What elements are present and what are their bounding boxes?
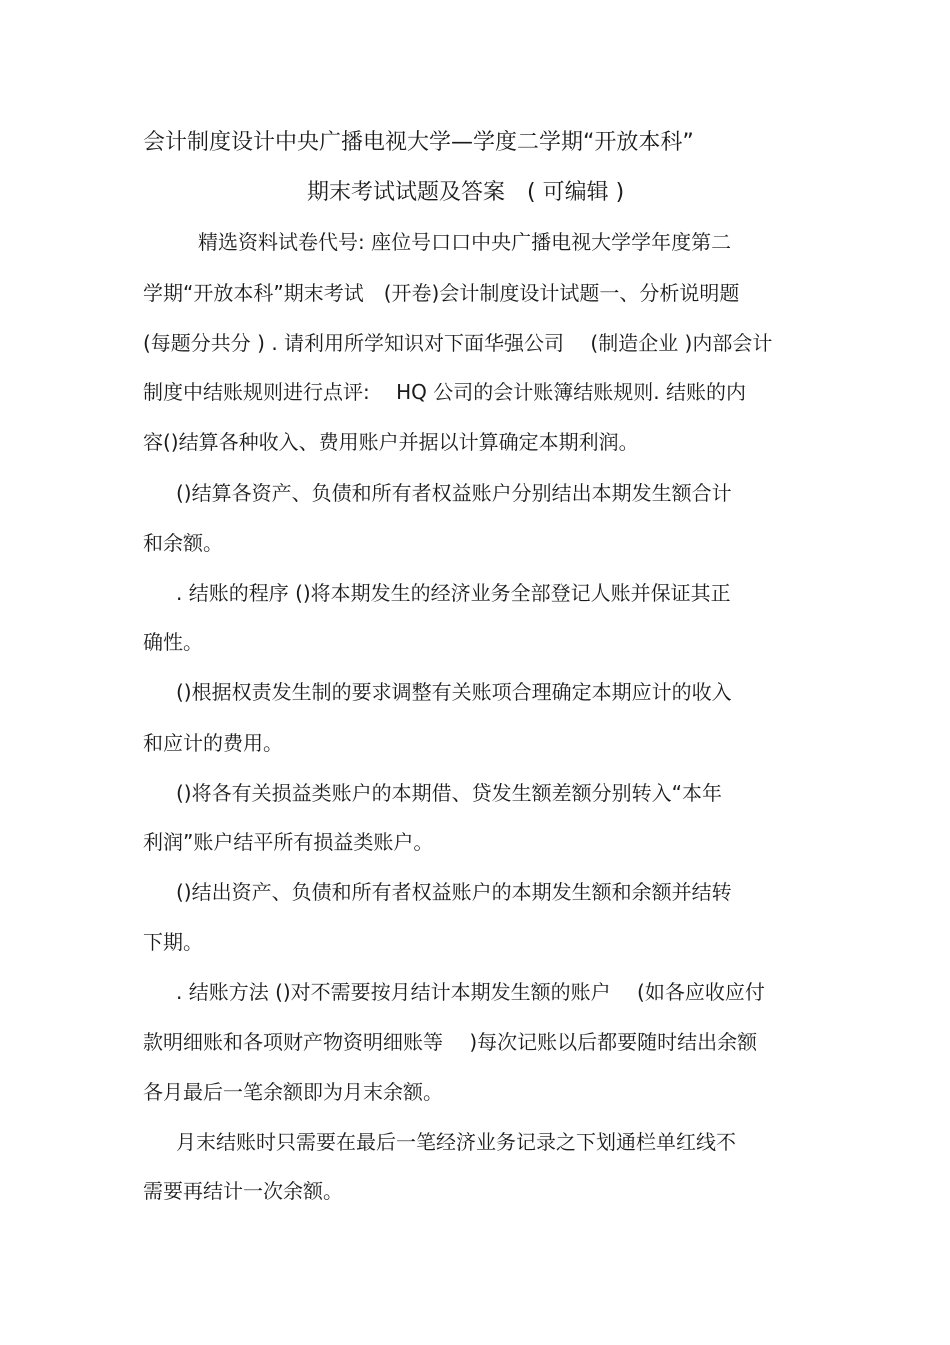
paragraph-line: 容()结算各种收入、费用账户并据以计算确定本期利润。 [143,430,639,454]
paragraph-line: (每题分共分 ) . 请利用所学知识对下面华强公司 (制造企业 )内部会计 [143,331,773,355]
paragraph-line: . 结账方法 ()对不需要按月结计本期发生额的账户 (如各应收应付 [176,980,765,1004]
paragraph-line: ()结出资产、负债和所有者权益账户的本期发生额和余额并结转 [176,880,732,904]
paragraph-line: ()结算各资产、负债和所有者权益账户分别结出本期发生额合计 [176,481,732,505]
paragraph-line: 各月最后一笔余额即为月末余额。 [143,1080,443,1104]
paragraph-line: 款明细账和各项财产物资明细账等 )每次记账以后都要随时结出余额 [143,1030,758,1054]
paragraph-line: . 结账的程序 ()将本期发生的经济业务全部登记人账并保证其正 [176,581,731,605]
paragraph-line: 制度中结账规则进行点评: HQ 公司的会计账簿结账规则. 结账的内 [143,380,746,404]
document-title-line-2: 期末考试试题及答案 ( 可编辑 ) [307,180,625,205]
paragraph-line: 需要再结计一次余额。 [143,1179,343,1203]
paragraph-line: 学期“开放本科”期末考试 (开卷)会计制度设计试题一、分析说明题 [143,281,740,305]
paragraph-line: ()根据权责发生制的要求调整有关账项合理确定本期应计的收入 [176,680,732,704]
document-title-line-1: 会计制度设计中央广播电视大学—学度二学期“开放本科” [143,130,694,155]
paragraph-line: 精选资料试卷代号: 座位号口口中央广播电视大学学年度第二 [178,230,732,254]
paragraph-line: 和应计的费用。 [143,731,283,755]
paragraph-line: 利润”账户结平所有损益类账户。 [143,830,434,854]
paragraph-line: ()将各有关损益类账户的本期借、贷发生额差额分别转入“本年 [176,781,722,805]
paragraph-line: 确性。 [143,630,203,654]
paragraph-line: 月末结账时只需要在最后一笔经济业务记录之下划通栏单红线不 [176,1130,736,1154]
paragraph-line: 和余额。 [143,531,223,555]
paragraph-line: 下期。 [143,930,203,954]
